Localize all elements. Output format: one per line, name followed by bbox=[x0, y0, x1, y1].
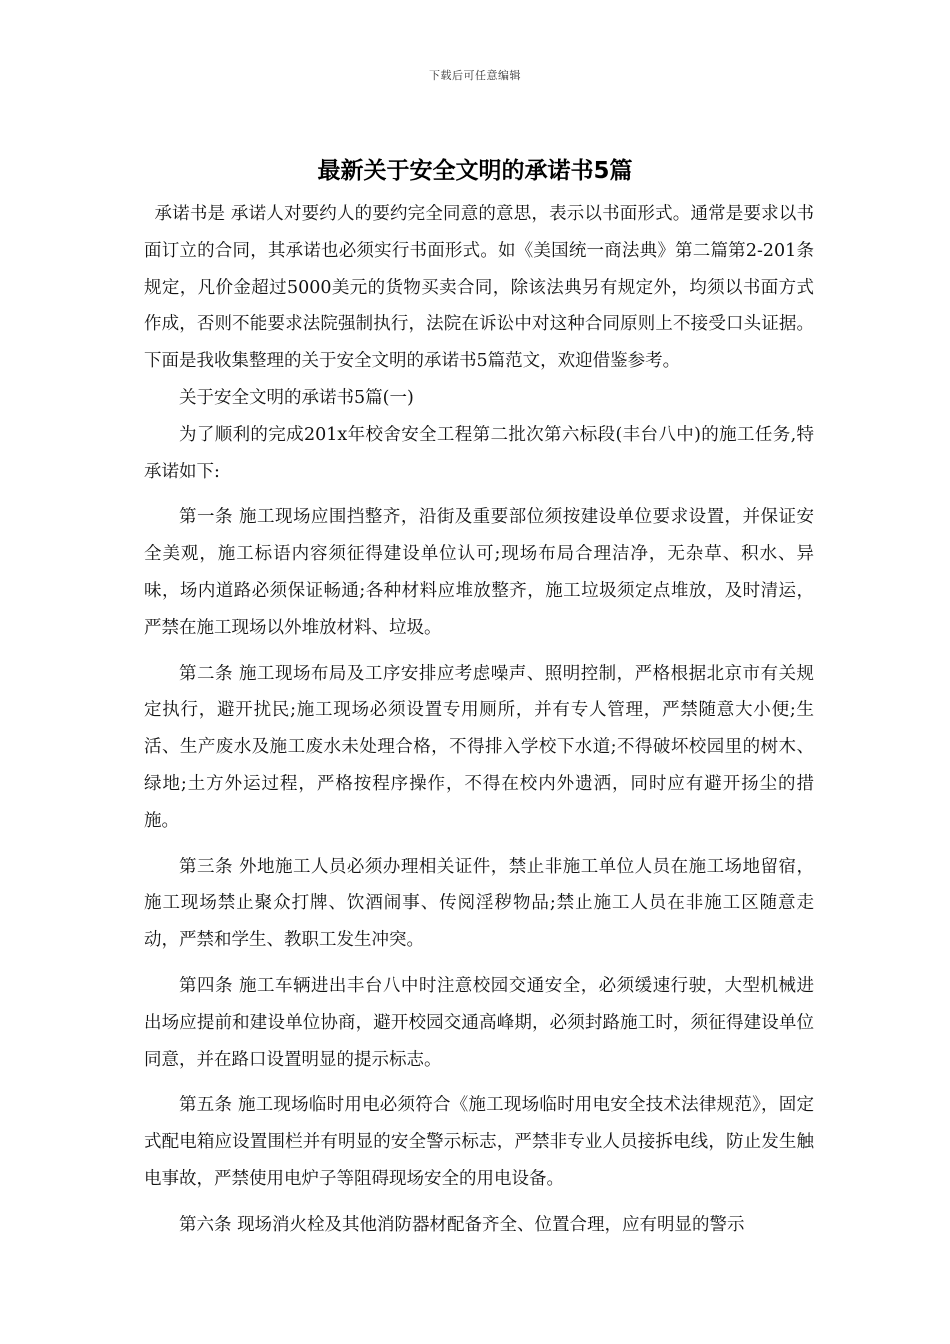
paragraph-article-6: 第六条 现场消火栓及其他消防器材配备齐全、位置合理，应有明显的警示 bbox=[179, 1214, 745, 1235]
document-body bbox=[144, 196, 814, 1244]
paragraph-article-3: 第三条 外地施工人员必须办理相关证件，禁止非施工单位人员在施工场地留宿，施工现场禁止聚众打牌、饮酒闹事、传阅淫秽物品;禁止施工人员在非施工区随意走动，严禁和学生、教职工发生冲突。 bbox=[144, 856, 814, 951]
paragraph-article-5: 第五条 施工现场临时用电必须符合《施工现场临时用电安全技术法律规范》，固定式配电箱应设置围栏并有明显的安全警示标志，严禁非专业人员接拆电线，防止发生触电事故，严禁使用电炉子等阻碍现场安全的用电设备。 bbox=[144, 1095, 814, 1189]
document-title: 最新关于安全文明的承诺书5篇 bbox=[317, 158, 633, 184]
paragraph-intro: 承诺书是 承诺人对要约人的要约完全同意的意思，表示以书面形式。通常是要求以书面订立的合同，其承诺也必须实行书面形式。如《美国统一商法典》第二篇第2-201条规定，凡价金超过5000美元的货物买卖合同，除该法典另有规定外，均须以书面方式作成，否则不能要求法院强制执行，法院在诉讼中对这种合同原则上不接受口头证据。下面是我收集整理的关于安全文明的承诺书5篇范文，欢迎借鉴参考。 bbox=[144, 204, 814, 372]
paragraph-preamble: 为了顺利的完成201x年校舍安全工程第二批次第六标段(丰台八中)的施工任务,特承诺如下: bbox=[144, 424, 814, 482]
paragraph-article-4: 第四条 施工车辆进出丰台八中时注意校园交通安全，必须缓速行驶，大型机械进出场应提前和建设单位协商，避开校园交通高峰期，必须封路施工时，须征得建设单位同意，并在路口设置明显的提示标志。 bbox=[144, 975, 814, 1070]
header-note: 下载后可任意编辑 bbox=[429, 69, 521, 82]
paragraph-article-1: 第一条 施工现场应围挡整齐，沿街及重要部位须按建设单位要求设置，并保证安全美观，施工标语内容须征得建设单位认可;现场布局合理洁净，无杂草、积水、异味，场内道路必须保证畅通;各种材料应堆放整齐，施工垃圾须定点堆放，及时清运，严禁在施工现场以外堆放材料、垃圾。 bbox=[144, 507, 814, 638]
paragraph-article-2: 第二条 施工现场布局及工序安排应考虑噪声、照明控制，严格根据北京市有关规定执行，避开扰民;施工现场必须设置专用厕所，并有专人管理，严禁随意大小便;生活、生产废水及施工废水未处理合格，不得排入学校下水道;不得破坏校园里的树木、绿地;土方外运过程，严格按程序操作，不得在校内外遗洒，同时应有避开扬尘的措施。 bbox=[144, 663, 814, 831]
paragraph-subheading: 关于安全文明的承诺书5篇(一) bbox=[179, 387, 414, 408]
